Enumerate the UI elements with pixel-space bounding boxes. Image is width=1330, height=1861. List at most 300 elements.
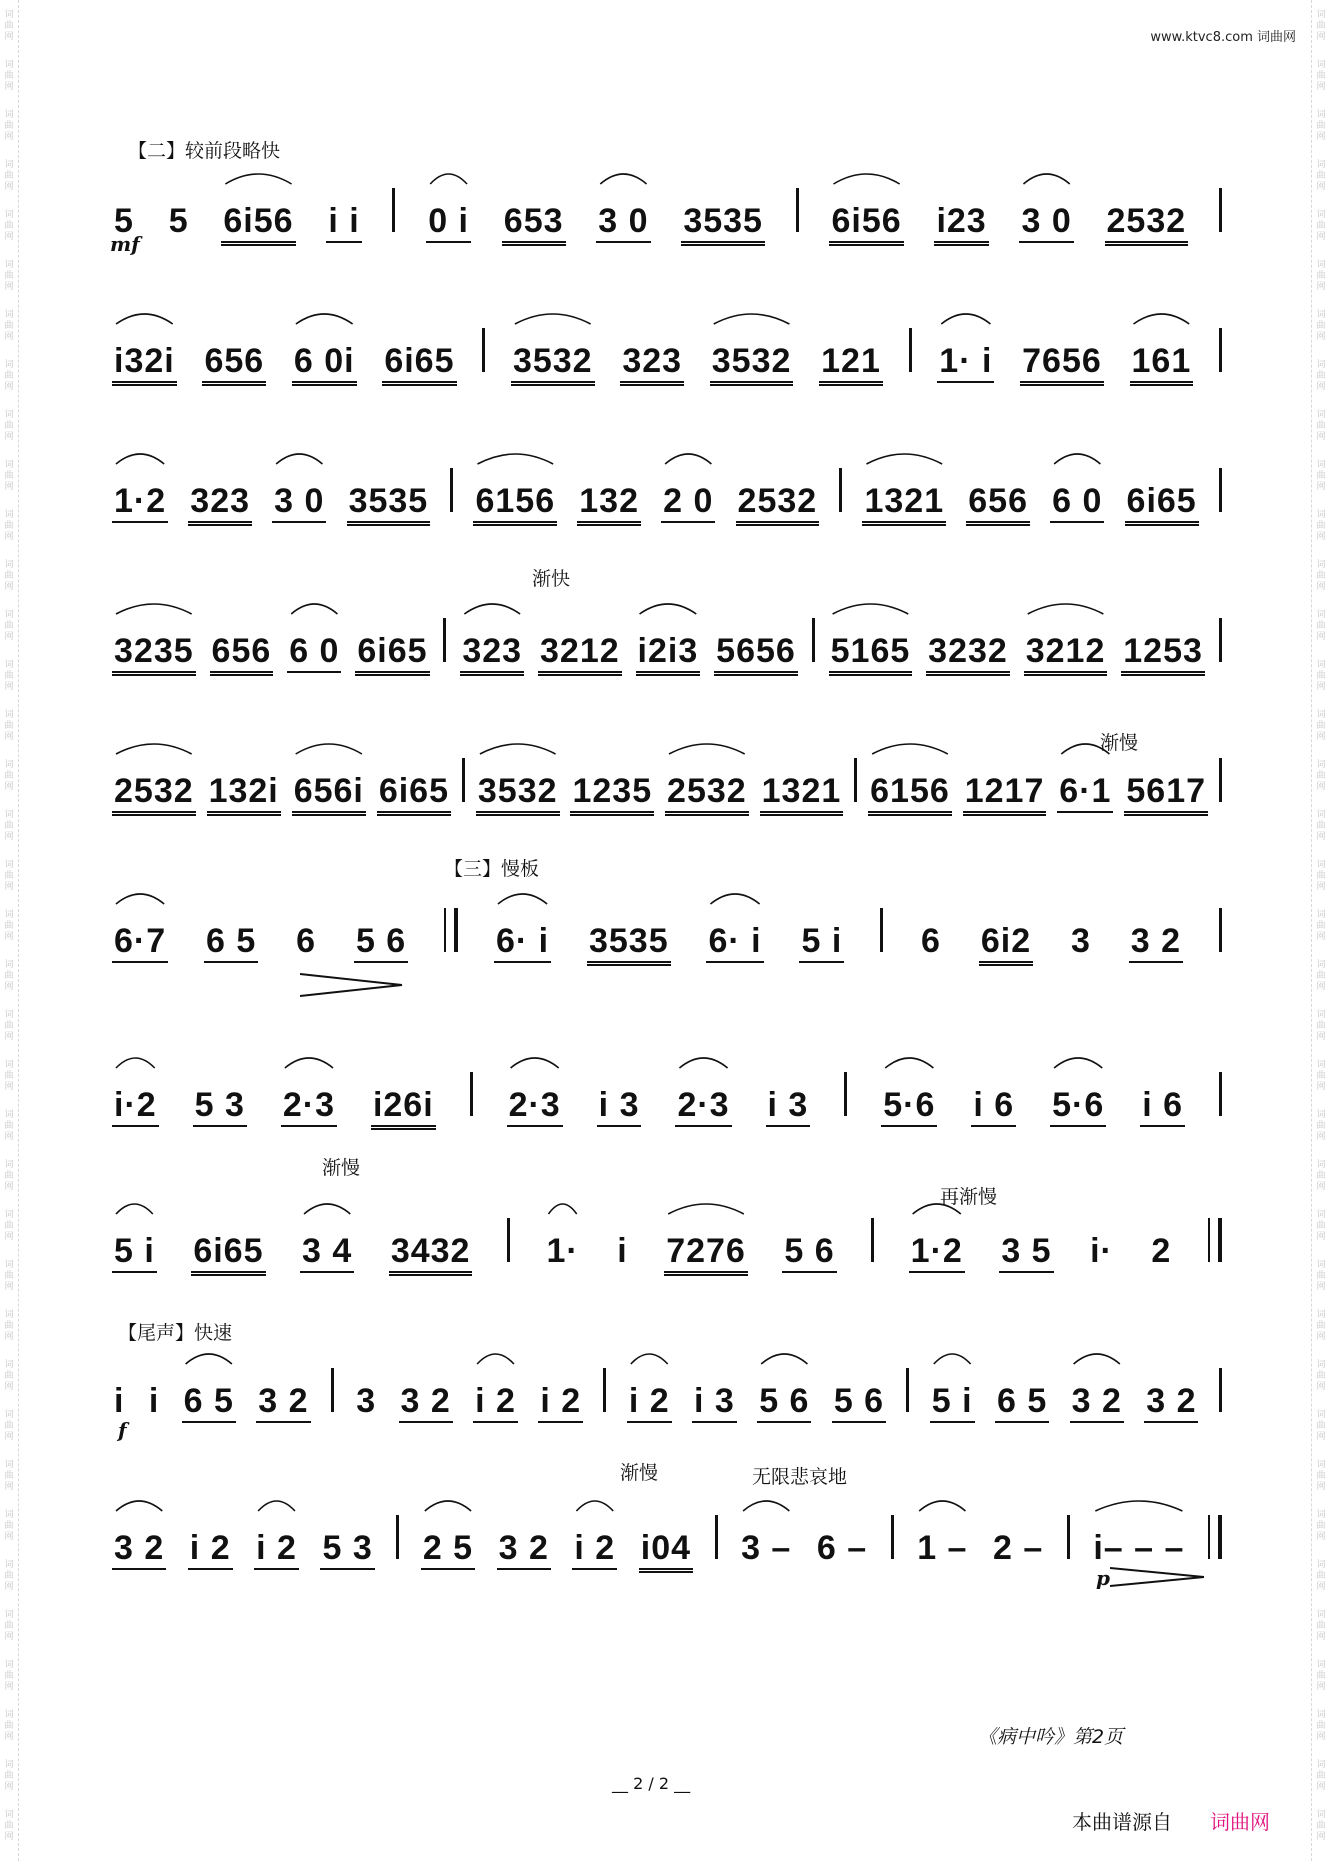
section-heading-coda: 【尾声】快速: [118, 1322, 233, 1344]
footer-title: 《病中吟》第2页: [978, 1726, 1124, 1748]
note-group: i23: [934, 202, 988, 246]
side-watermark: 词曲网: [1316, 1660, 1326, 1692]
notation-line: [112, 908, 1222, 978]
notation-line: [112, 328, 1222, 398]
note-group: 6i56: [221, 202, 295, 246]
slur-arc: [761, 1354, 807, 1364]
note-group: 3: [1070, 922, 1091, 960]
slur-arc: [430, 174, 467, 184]
note-group: 6i65: [355, 632, 429, 676]
side-watermark: 词曲网: [4, 910, 14, 942]
barline: [1219, 188, 1222, 232]
barline: [715, 1515, 718, 1559]
note-group: i– – –: [1093, 1529, 1185, 1567]
side-watermark: 词曲网: [4, 110, 14, 142]
notes-row: [112, 1515, 1222, 1573]
side-watermark: 词曲网: [4, 1410, 14, 1442]
side-watermark: 词曲网: [1316, 1010, 1326, 1042]
note-group: 2 5: [421, 1529, 475, 1570]
note-group: i 3: [692, 1382, 737, 1423]
side-watermark: 词曲网: [1316, 1710, 1326, 1742]
notation-line: [112, 1072, 1222, 1142]
note-group: 6·1: [1057, 772, 1113, 813]
slur-arc: [669, 744, 745, 754]
dynamic-p: p: [1096, 1566, 1110, 1590]
side-watermark: 词曲网: [1316, 760, 1326, 792]
double-barline: [444, 908, 458, 952]
side-watermark: 词曲网: [4, 860, 14, 892]
note-group: 6i65: [382, 342, 456, 386]
slur-arc: [116, 604, 192, 614]
note-group: i 3: [597, 1086, 642, 1127]
notes-row: [112, 188, 1222, 246]
note-group: 6 0: [1050, 482, 1104, 523]
note-group: 6i65: [1125, 482, 1199, 526]
note-group: 3232: [926, 632, 1010, 676]
tempo-ritardando-3: 再渐慢: [940, 1186, 998, 1208]
note-group: 2 0: [661, 482, 715, 523]
note-group: 323: [460, 632, 524, 676]
slur-arc: [477, 1354, 514, 1364]
tempo-accelerando: 渐快: [532, 568, 571, 590]
slur-arc: [186, 1354, 232, 1364]
note-group: 3 0: [272, 482, 326, 523]
slur-arc: [1054, 1058, 1102, 1068]
slur-arc: [116, 894, 164, 904]
side-watermark: 词曲网: [1316, 60, 1326, 92]
side-watermark: 词曲网: [4, 760, 14, 792]
notes-row: [112, 908, 1222, 966]
note-group: 7656: [1020, 342, 1104, 386]
side-watermark: 词曲网: [4, 10, 14, 42]
note-group: 3 2: [1070, 1382, 1124, 1423]
barline: [812, 618, 815, 662]
side-watermark: 词曲网: [4, 560, 14, 592]
note-group: 3535: [681, 202, 765, 246]
barline: [603, 1368, 606, 1412]
note-group: 5 6: [354, 922, 408, 963]
barline: [1219, 468, 1222, 512]
note-group: 656: [202, 342, 266, 386]
notation-line: [112, 1218, 1222, 1288]
slur-arc: [464, 604, 520, 614]
section-heading-3: 【三】慢板: [444, 858, 540, 880]
notation-line: [112, 468, 1222, 538]
slur-arc: [919, 1501, 965, 1511]
slur-arc: [304, 1204, 350, 1214]
note-group: i 2: [627, 1382, 672, 1423]
note-group: 2532: [736, 482, 820, 526]
notation-line: [112, 758, 1222, 828]
note-group: 6 5: [182, 1382, 236, 1423]
side-watermark: 词曲网: [1316, 1610, 1326, 1642]
expression-mark: 无限悲哀地: [752, 1466, 848, 1488]
note-group: 3532: [710, 342, 794, 386]
note-group: 3535: [347, 482, 431, 526]
note-group: 3212: [538, 632, 622, 676]
note-group: 5·6: [1050, 1086, 1106, 1127]
tempo-ritardando-2: 渐慢: [322, 1157, 361, 1179]
slur-arc: [934, 1354, 971, 1364]
source-site-link[interactable]: 词曲网: [1210, 1810, 1270, 1834]
side-watermark: 词曲网: [1316, 560, 1326, 592]
side-watermark: 词曲网: [1316, 1260, 1326, 1292]
slur-layer: [112, 280, 1222, 328]
site-url[interactable]: www.ktvc8.com 词曲网: [1150, 30, 1296, 45]
slur-arc: [296, 744, 362, 754]
slur-arc: [710, 894, 759, 904]
slur-layer: [112, 1024, 1222, 1072]
note-group: i04: [639, 1529, 693, 1573]
slur-arc: [425, 1501, 471, 1511]
note-group: 6i65: [377, 772, 451, 816]
side-watermark: 词曲网: [1316, 1110, 1326, 1142]
note-group: 1 –: [917, 1529, 968, 1567]
slur-arc: [833, 604, 909, 614]
note-group: i 2: [538, 1382, 583, 1423]
slur-layer: [112, 1467, 1222, 1515]
side-watermark: 词曲网: [4, 360, 14, 392]
slur-arc: [679, 1058, 727, 1068]
barline: [1219, 758, 1222, 802]
side-watermark: 词曲网: [1316, 860, 1326, 892]
slur-layer: [112, 570, 1222, 618]
tempo-ritardando-1: 渐慢: [1100, 732, 1139, 754]
side-watermark: 词曲网: [4, 1310, 14, 1342]
note-group: 656: [210, 632, 274, 676]
side-watermark: 词曲网: [1316, 610, 1326, 642]
note-group: 6 0i: [292, 342, 357, 386]
note-group: 2532: [665, 772, 749, 816]
barline: [1219, 618, 1222, 662]
slur-arc: [225, 174, 291, 184]
note-group: 6·7: [112, 922, 168, 963]
slur-arc: [276, 454, 322, 464]
note-group: 6· i: [706, 922, 763, 963]
side-watermark: 词曲网: [1316, 10, 1326, 42]
side-watermark: 词曲网: [1316, 1510, 1326, 1542]
barline: [482, 328, 485, 372]
barline: [871, 1218, 874, 1262]
notes-row: [112, 618, 1222, 676]
note-group: 3: [356, 1382, 377, 1420]
notes-row: [112, 468, 1222, 526]
slur-arc: [743, 1501, 789, 1511]
slur-arc: [640, 604, 697, 614]
decrescendo-hairpin-2: [1110, 1566, 1206, 1588]
side-watermark: 词曲网: [1316, 1060, 1326, 1092]
barline: [507, 1218, 510, 1262]
slur-arc: [1054, 454, 1100, 464]
note-group: 5 3: [193, 1086, 247, 1127]
note-group: 3432: [389, 1232, 473, 1276]
slur-arc: [116, 1501, 162, 1511]
note-group: 6 5: [204, 922, 258, 963]
note-group: 2·3: [281, 1086, 337, 1127]
note-group: i: [148, 1382, 160, 1420]
slur-layer: [112, 140, 1222, 188]
note-group: 3235: [112, 632, 196, 676]
side-watermark: 词曲网: [1316, 510, 1326, 542]
notes-row: [112, 1072, 1222, 1130]
note-group: 323: [188, 482, 252, 526]
barline: [392, 188, 395, 232]
note-group: 5: [168, 202, 189, 240]
notation-line: [112, 1515, 1222, 1585]
note-group: 5165: [829, 632, 913, 676]
side-watermark: 词曲网: [4, 410, 14, 442]
barline: [462, 758, 465, 802]
side-watermark: 词曲网: [4, 1610, 14, 1642]
slur-arc: [480, 744, 556, 754]
side-watermark: 词曲网: [1316, 1210, 1326, 1242]
note-group: 6 0: [287, 632, 341, 673]
note-group: 3212: [1024, 632, 1108, 676]
notation-line: [112, 618, 1222, 688]
side-watermark: 词曲网: [1316, 1410, 1326, 1442]
side-watermark: 词曲网: [4, 460, 14, 492]
notes-row: [112, 1368, 1222, 1423]
double-barline: [1208, 1515, 1222, 1559]
slur-arc: [866, 454, 942, 464]
side-watermark: 词曲网: [4, 1660, 14, 1692]
note-group: 3 2: [1144, 1382, 1198, 1423]
slur-arc: [576, 1501, 613, 1511]
side-watermark: 词曲网: [4, 1710, 14, 1742]
slur-arc: [885, 1058, 933, 1068]
barline: [396, 1515, 399, 1559]
side-watermark: 词曲网: [4, 1510, 14, 1542]
note-group: 3 0: [596, 202, 650, 243]
note-group: 3 –: [741, 1529, 792, 1567]
notation-line: [112, 1368, 1222, 1438]
slur-arc: [1061, 744, 1109, 754]
slur-arc: [116, 1058, 155, 1068]
slur-arc: [665, 454, 711, 464]
note-group: 6i65: [191, 1232, 265, 1276]
barline: [880, 908, 883, 952]
note-group: 121: [819, 342, 883, 386]
note-group: 0 i: [426, 202, 471, 243]
side-watermark: 词曲网: [1316, 1360, 1326, 1392]
note-group: 132i: [207, 772, 281, 816]
note-group: 5617: [1124, 772, 1208, 816]
barline: [1219, 328, 1222, 372]
note-group: 5 i: [799, 922, 844, 963]
slur-arc: [291, 604, 337, 614]
slur-arc: [1074, 1354, 1120, 1364]
note-group: 132: [577, 482, 641, 526]
note-group: 323: [620, 342, 684, 386]
side-watermark: 词曲网: [4, 1210, 14, 1242]
side-watermark: 词曲网: [1316, 810, 1326, 842]
barline: [1219, 1368, 1222, 1412]
note-group: 6i56: [829, 202, 903, 246]
barline: [796, 188, 799, 232]
side-watermark: 词曲网: [4, 810, 14, 842]
slur-layer: [112, 1320, 1222, 1368]
note-group: 2532: [1105, 202, 1189, 246]
slur-arc: [285, 1058, 333, 1068]
side-watermark: 词曲网: [4, 260, 14, 292]
side-watermark: 词曲网: [4, 1010, 14, 1042]
barline: [1219, 1072, 1222, 1116]
note-group: 5 3: [320, 1529, 374, 1570]
slur-arc: [1095, 1501, 1182, 1511]
side-watermark: 词曲网: [4, 160, 14, 192]
note-group: 5·6: [881, 1086, 937, 1127]
slur-arc: [1023, 174, 1069, 184]
slur-arc: [477, 454, 553, 464]
note-group: 6156: [473, 482, 557, 526]
note-group: 1235: [570, 772, 654, 816]
note-group: 6i2: [979, 922, 1033, 966]
note-group: 2: [1151, 1232, 1172, 1270]
note-group: 1·2: [909, 1232, 965, 1273]
tempo-ritardando-4: 渐慢: [620, 1462, 659, 1484]
note-group: 3 2: [497, 1529, 551, 1570]
note-group: i 2: [254, 1529, 299, 1570]
side-watermark: 词曲网: [1316, 1810, 1326, 1842]
note-group: i: [617, 1232, 628, 1270]
slur-layer: [112, 710, 1222, 758]
side-watermark: 词曲网: [1316, 910, 1326, 942]
note-group: 6 –: [816, 1529, 868, 1567]
slur-arc: [1134, 314, 1190, 324]
notes-row: [112, 758, 1222, 816]
note-group: i 3: [766, 1086, 811, 1127]
note-group: i·2: [112, 1086, 159, 1127]
side-watermark: 词曲网: [4, 1760, 14, 1792]
slur-arc: [515, 314, 591, 324]
side-watermark: 词曲网: [4, 1110, 14, 1142]
barline: [909, 328, 912, 372]
barline: [1219, 908, 1222, 952]
note-group: 653: [502, 202, 566, 246]
side-watermark: 词曲网: [1316, 960, 1326, 992]
note-group: 1·2: [112, 482, 168, 523]
dynamic-mf: mf: [110, 232, 140, 256]
slur-layer: [112, 1170, 1222, 1218]
side-watermark: 词曲网: [4, 510, 14, 542]
section-heading-2: 【二】较前段略快: [128, 140, 281, 162]
slur-arc: [116, 1204, 153, 1214]
side-watermark: 词曲网: [4, 210, 14, 242]
side-watermark: 词曲网: [4, 1810, 14, 1842]
side-watermark: 词曲网: [4, 1360, 14, 1392]
slur-arc: [668, 1204, 744, 1214]
side-watermark: 词曲网: [4, 710, 14, 742]
note-group: 5 i: [112, 1232, 157, 1273]
note-group: 6: [296, 922, 317, 960]
note-group: 6156: [868, 772, 952, 816]
side-watermark: 词曲网: [4, 960, 14, 992]
note-group: 1321: [862, 482, 946, 526]
note-group: 3 2: [1129, 922, 1183, 963]
side-watermark: 词曲网: [4, 60, 14, 92]
barline: [470, 1072, 473, 1116]
source-note: 本曲谱源自: [1072, 1810, 1172, 1834]
side-watermark: 词曲网: [1316, 210, 1326, 242]
side-watermark: 词曲网: [1316, 1310, 1326, 1342]
note-group: 3 2: [256, 1382, 310, 1423]
slur-arc: [116, 454, 164, 464]
slur-arc: [498, 894, 547, 904]
side-watermark: 词曲网: [1316, 360, 1326, 392]
side-watermark: 词曲网: [4, 310, 14, 342]
note-group: 656i: [292, 772, 366, 816]
note-group: 3 5: [999, 1232, 1053, 1273]
note-group: 3 4: [300, 1232, 354, 1273]
note-group: 5 6: [832, 1382, 886, 1423]
note-group: 1· i: [937, 342, 994, 383]
side-watermark: 词曲网: [1316, 1160, 1326, 1192]
side-watermark: 词曲网: [4, 610, 14, 642]
barline: [891, 1515, 894, 1559]
note-group: 7276: [664, 1232, 748, 1276]
side-watermark: 词曲网: [1316, 1760, 1326, 1792]
note-group: i·: [1090, 1232, 1113, 1270]
barline: [450, 468, 453, 512]
side-watermark: 词曲网: [1316, 260, 1326, 292]
note-group: 3 2: [399, 1382, 453, 1423]
side-watermark: 词曲网: [1316, 1460, 1326, 1492]
note-group: i i: [326, 202, 361, 243]
side-watermark: 词曲网: [4, 1060, 14, 1092]
note-group: 6 5: [995, 1382, 1049, 1423]
side-watermark: 词曲网: [4, 660, 14, 692]
note-group: i26i: [371, 1086, 436, 1130]
slur-arc: [548, 1204, 576, 1214]
note-group: i: [114, 1382, 125, 1420]
note-group: i 2: [572, 1529, 617, 1570]
note-group: 656: [966, 482, 1030, 526]
note-group: 6· i: [494, 922, 551, 963]
side-watermark: 词曲网: [4, 1560, 14, 1592]
side-watermark: 词曲网: [1316, 660, 1326, 692]
note-group: 3535: [587, 922, 671, 966]
side-watermark: 词曲网: [4, 1460, 14, 1492]
note-group: 5 i: [930, 1382, 975, 1423]
side-watermark: 词曲网: [1316, 1560, 1326, 1592]
note-group: i 6: [1140, 1086, 1185, 1127]
note-group: 6: [921, 922, 941, 960]
barline: [844, 1072, 847, 1116]
barline: [906, 1368, 909, 1412]
note-group: 5656: [714, 632, 798, 676]
slur-arc: [913, 1204, 961, 1214]
note-group: 3 0: [1019, 202, 1073, 243]
left-watermark-strip: [0, 0, 19, 1861]
slur-arc: [872, 744, 948, 754]
notes-row: [112, 328, 1222, 386]
note-group: i 2: [473, 1382, 518, 1423]
side-watermark: 词曲网: [1316, 310, 1326, 342]
page-number: __ 2 / 2 __: [612, 1774, 691, 1793]
side-watermark: 词曲网: [1316, 410, 1326, 442]
slur-arc: [296, 314, 353, 324]
note-group: 1217: [963, 772, 1047, 816]
slur-arc: [116, 744, 192, 754]
note-group: 1321: [760, 772, 844, 816]
notation-line: [112, 188, 1222, 258]
decrescendo-hairpin-1: [300, 972, 404, 998]
barline: [839, 468, 842, 512]
note-group: 3 2: [112, 1529, 166, 1570]
slur-arc: [714, 314, 790, 324]
slur-arc: [600, 174, 646, 184]
side-watermark: 词曲网: [1316, 710, 1326, 742]
